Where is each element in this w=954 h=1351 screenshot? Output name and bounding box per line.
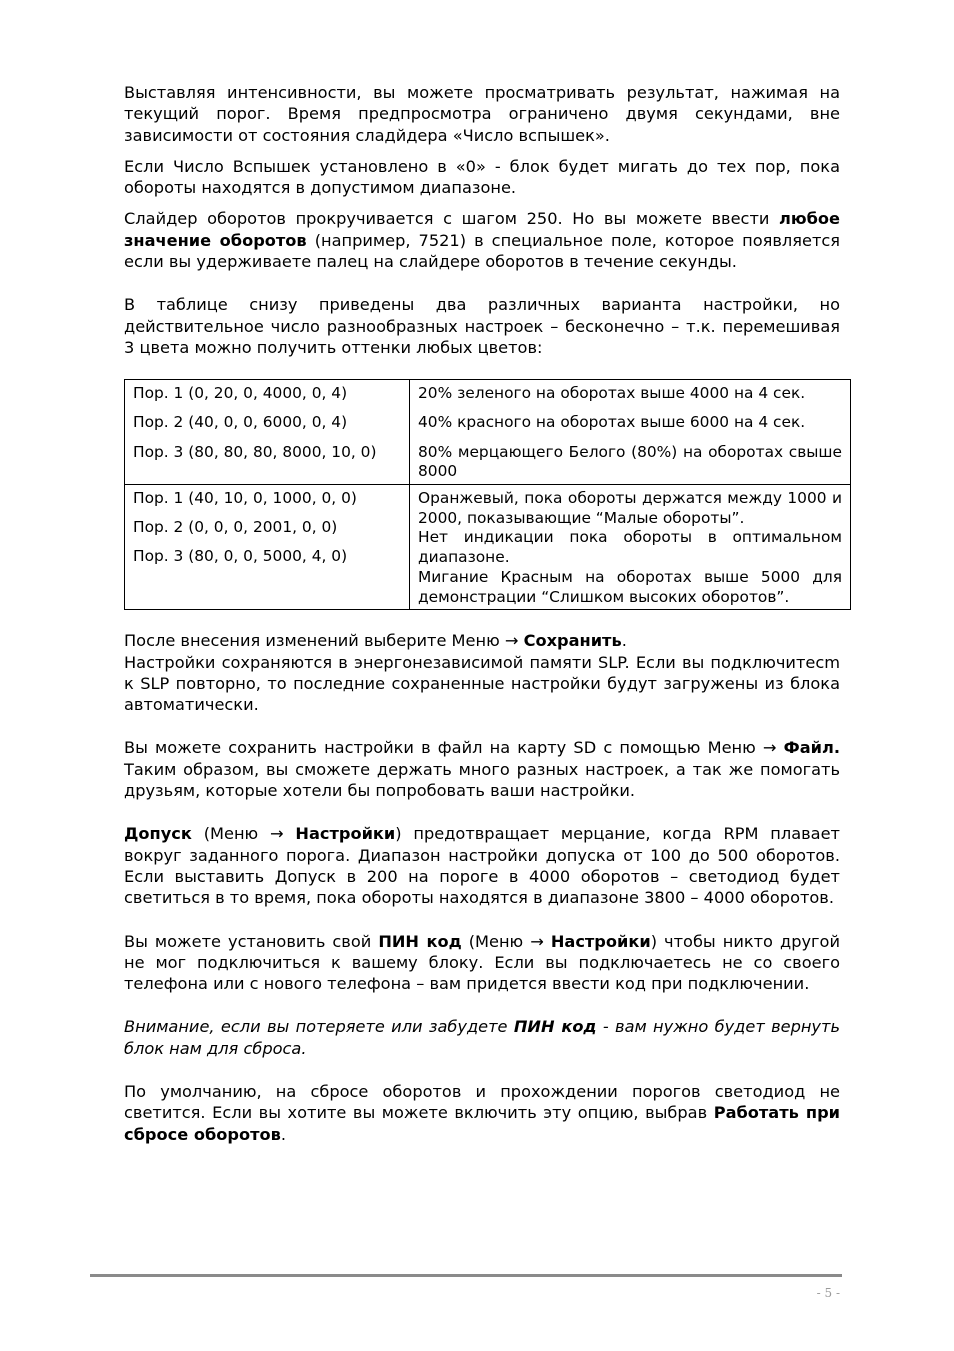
text-run: (например, 7521) в специальное поле, которое появляется если вы удерживаете палец на слайдере оборотов в течение секунды. xyxy=(124,230,841,272)
paragraph-table-intro: В таблице снизу приведены два различных варианта настройки, но действительное число разнообразных настроек – бесконечно – т.к. перемешивая 3 цвета можно получить оттенки любых цветов: xyxy=(124,295,840,357)
threshold-line: Пор. 1 (40, 10, 0, 1000, 0, 0) xyxy=(133,489,357,508)
threshold-line: Пор. 3 (80, 80, 80, 8000, 10, 0) xyxy=(133,442,377,461)
threshold-line: Пор. 2 (0, 0, 0, 2001, 0, 0) xyxy=(133,518,338,537)
text-run: Таким образом, вы сможете держать много разных настроек, а так же помогать друзьям, которые хотели бы попробовать ваши настройки. xyxy=(124,759,840,801)
text-run: Внимание, если вы потеряете или забудете xyxy=(124,1017,514,1037)
bold-run: Файл. xyxy=(783,738,840,758)
bold-run: Настройки xyxy=(295,824,396,844)
description-line: 40% красного на оборотах выше 6000 на 4 сек. xyxy=(418,413,806,432)
text-run: По умолчанию, на сбросе оборотов и прохождении порогов светодиод не светится. Если вы хотите вы можете включить эту опцию, выбрав xyxy=(124,1082,840,1123)
text-run: (Меню xyxy=(191,824,270,844)
text-run: . xyxy=(621,631,627,651)
paragraph-default-behavior xyxy=(124,1081,840,1145)
settings-examples-table xyxy=(124,379,851,610)
description-line: 20% зеленого на оборотах выше 4000 на 4 сек. xyxy=(418,384,806,403)
text-run: ) предотвращает мерцание, когда RPM плавает вокруг заданного порога. Диапазон настройки допуска от 100 до 500 оборотов. Если выставить Допуск в 200 на пороге в 4000 оборотов – светодиод будет светиться в то время, пока обороты находятся в диапазоне 3800 – 4000 оборотов. xyxy=(124,824,840,908)
text-run: . xyxy=(280,1124,286,1144)
bold-run: Допуск xyxy=(124,824,192,844)
arrow-right-icon: → xyxy=(504,631,519,651)
paragraph-save xyxy=(124,630,840,651)
footer-divider xyxy=(90,1274,842,1277)
paragraph-tolerance xyxy=(124,823,840,908)
bold-run: ПИН код xyxy=(378,931,462,951)
paragraph-rpm-slider xyxy=(124,208,840,272)
text-run: ) чтобы никто другой не мог подключиться к вашему блоку. Если вы подключаетесь не со своего телефона или с нового телефона – вам придется ввести код при подключении. xyxy=(124,931,840,994)
bold-run: Работать при сбросе оборотов xyxy=(124,1103,840,1144)
thresholds-cell xyxy=(125,485,410,610)
page-number: - 5 - xyxy=(816,1286,840,1300)
text-run: После внесения изменений выберите Меню xyxy=(124,631,505,651)
text-run: - вам нужно будет вернуть блок нам для сброса. xyxy=(124,1017,840,1058)
paragraph-nonvolatile: Настройки сохраняются в энергонезависимой памяти SLP. Если вы подключитесm к SLP повторно, то последние сохраненные настройки будут загружены из блока автоматически. xyxy=(124,652,840,715)
text-run: Слайдер оборотов прокручивается с шагом 250. Но вы можете ввести xyxy=(124,209,779,229)
threshold-line: Пор. 1 (0, 20, 0, 4000, 0, 4) xyxy=(133,384,348,403)
description-cell xyxy=(410,485,851,610)
paragraph-flash-count: Если Число Вспышек установлено в «0» - блок будет мигать до тех пор, пока обороты находятся в допустимом диапазоне. xyxy=(124,156,840,198)
arrow-right-icon: → xyxy=(270,824,284,844)
text-run: (Меню xyxy=(461,931,531,951)
bold-run: Настройки xyxy=(550,931,651,951)
paragraph-pin-code xyxy=(124,931,840,995)
threshold-line: Пор. 3 (80, 0, 0, 5000, 4, 0) xyxy=(133,547,348,566)
bold-run: Сохранить xyxy=(523,631,622,651)
description-cell xyxy=(410,380,851,485)
description-line: 80% мерцающего Белого (80%) на оборотах свыше 8000 xyxy=(418,442,842,481)
bold-run: ПИН код xyxy=(513,1017,597,1037)
bold-run: любое значение оборотов xyxy=(124,209,840,250)
table-row xyxy=(125,380,851,485)
paragraph-sd-card xyxy=(124,737,840,801)
document-page xyxy=(124,82,840,1145)
description-line: Нет индикации пока обороты в оптимальном диапазоне. xyxy=(418,528,842,567)
text-run: Вы можете сохранить настройки в файл на карту SD с помощью Меню xyxy=(124,738,763,758)
table-row xyxy=(125,485,851,610)
threshold-line: Пор. 2 (40, 0, 0, 6000, 0, 4) xyxy=(133,413,348,432)
thresholds-cell xyxy=(125,380,410,485)
text-run: Вы можете установить свой xyxy=(124,931,379,951)
arrow-right-icon: → xyxy=(530,931,544,951)
description-line: Мигание Красным на оборотах выше 5000 для демонстрации “Слишком высоких оборотов”. xyxy=(418,567,842,606)
arrow-right-icon: → xyxy=(762,738,777,758)
paragraph-preview: Выставляя интенсивности, вы можете просматривать результат, нажимая на текущий порог. Время предпросмотра ограничено двумя секундами, вне зависимости от состояния сладйдера «Число вспышек». xyxy=(124,83,840,145)
description-line: Оранжевый, пока обороты держатся между 1000 и 2000, показывающие “Малые обороты”. xyxy=(418,489,842,527)
paragraph-pin-warning xyxy=(124,1016,840,1059)
